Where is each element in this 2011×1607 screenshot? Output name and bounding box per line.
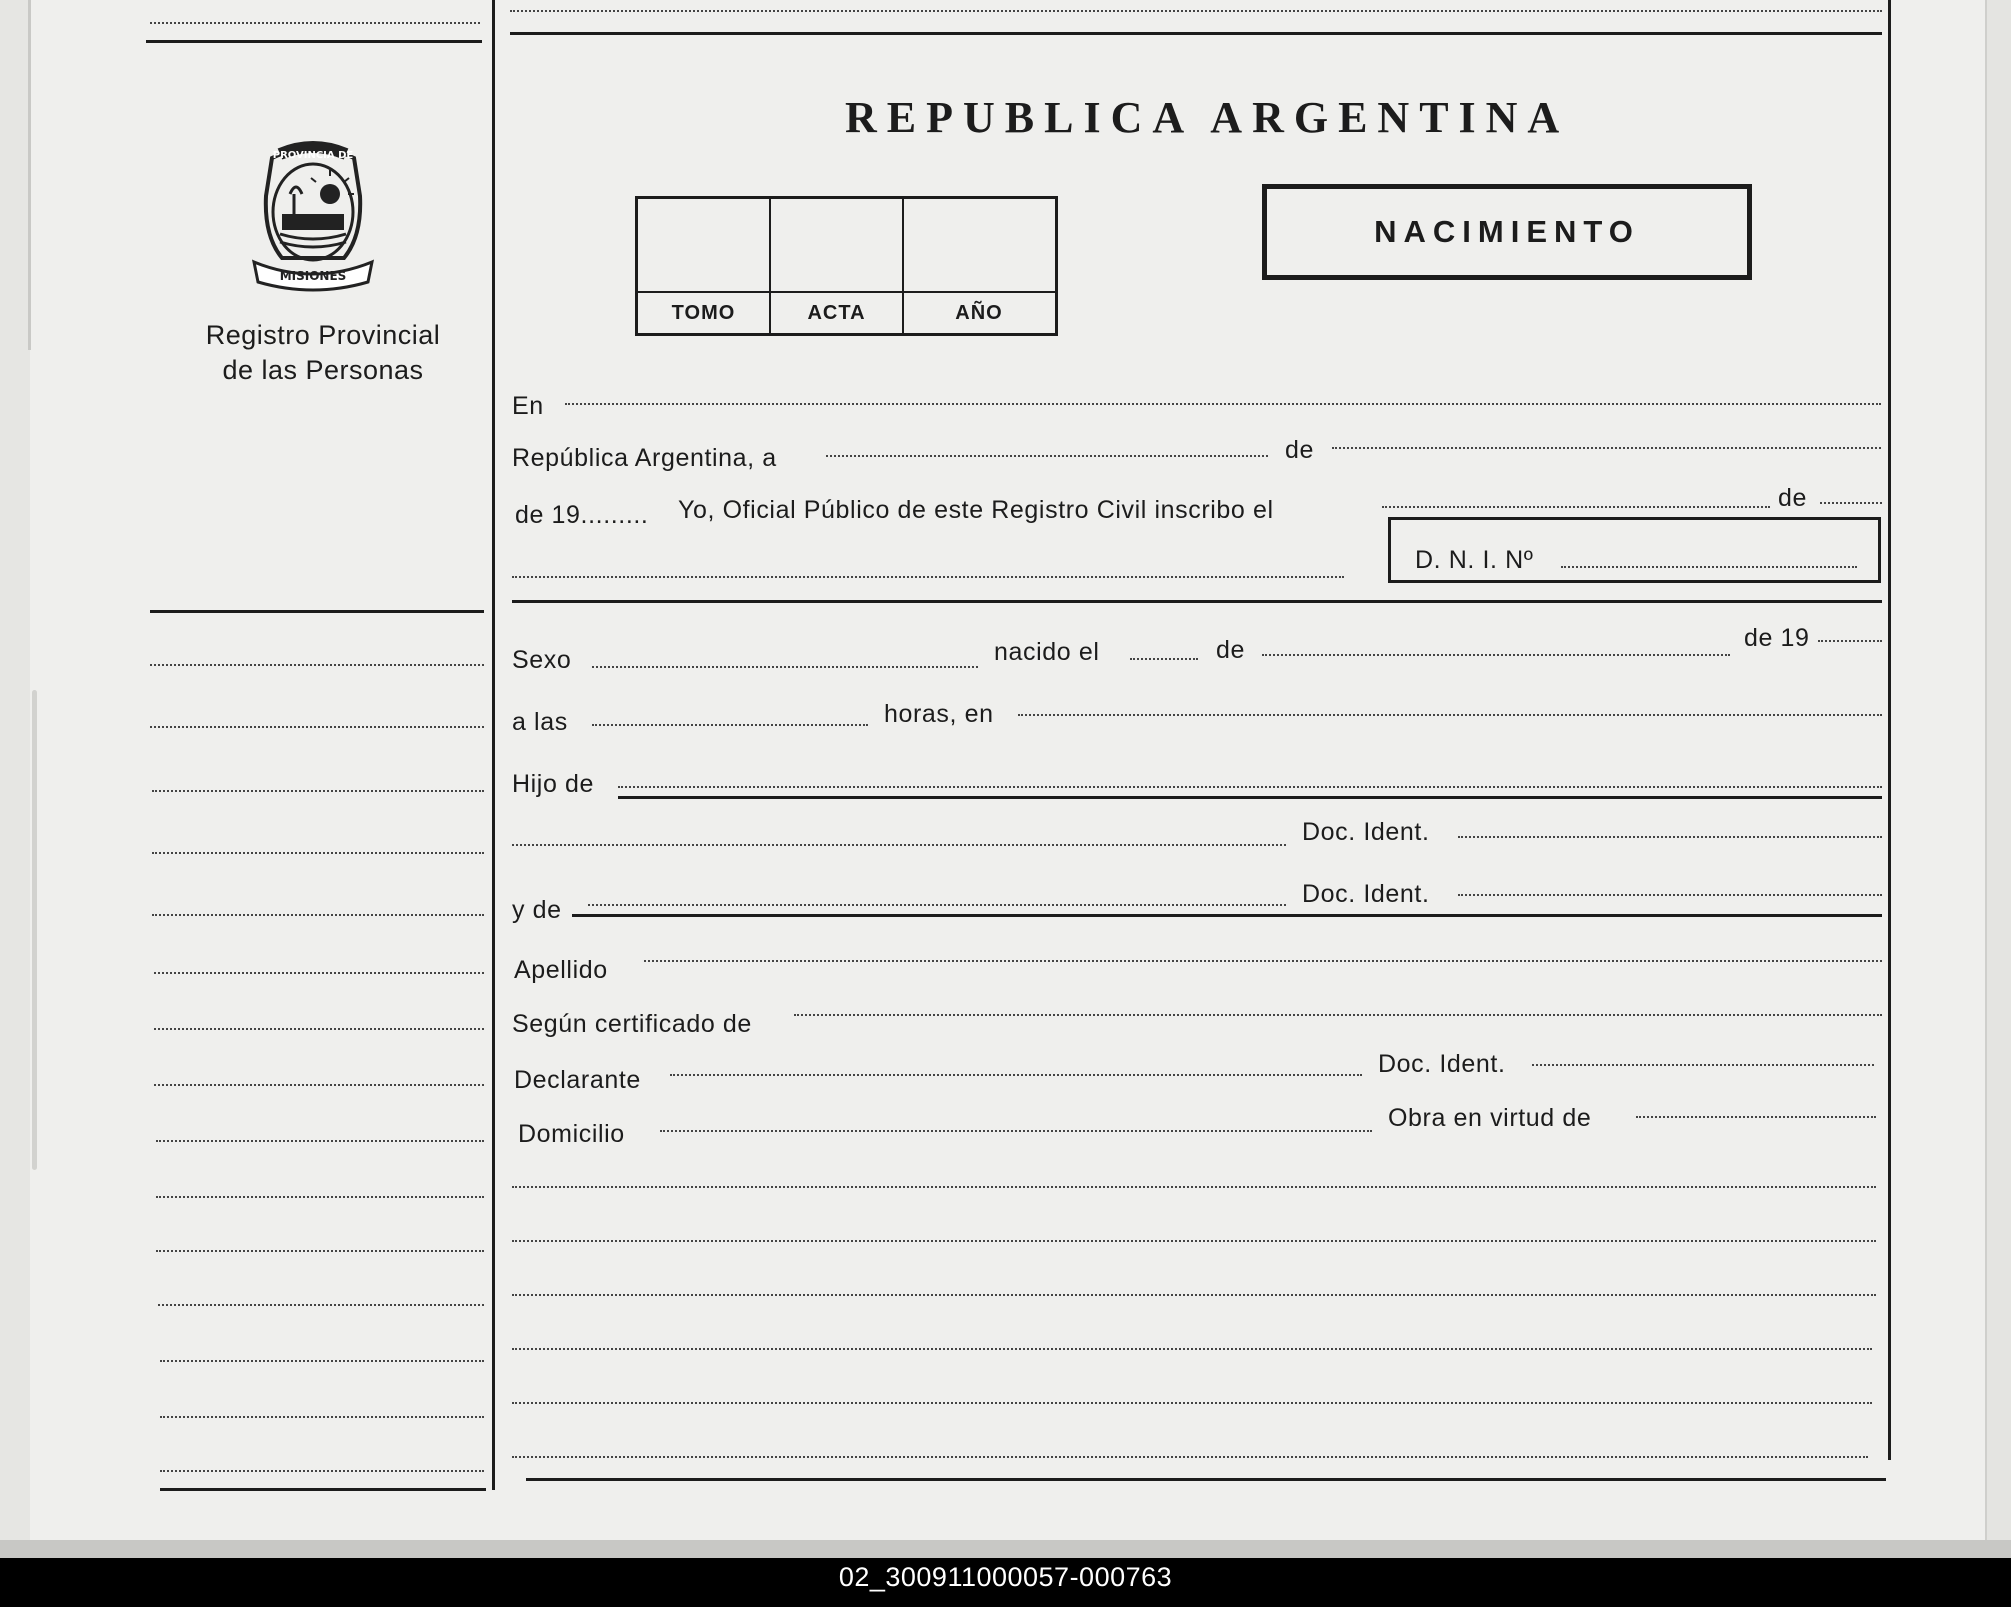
ano-label: AÑO (955, 302, 1003, 324)
document-type-box (1262, 184, 1752, 280)
right-border (1888, 0, 1891, 1460)
file-code: 02_300911000057-000763 (838, 1562, 1173, 1592)
declarante-field[interactable] (670, 1074, 1362, 1076)
inscription-day-field[interactable] (1382, 506, 1770, 508)
obra-field[interactable] (1636, 1116, 1876, 1118)
mother-doc-field[interactable] (1458, 894, 1882, 896)
sexo-field[interactable] (592, 666, 978, 668)
margin-line[interactable] (156, 1140, 484, 1142)
margin-line[interactable] (150, 726, 484, 728)
de-19-label: de 19......... (515, 501, 649, 529)
de-label: de (1216, 636, 1246, 664)
page-edge (0, 0, 30, 1550)
inscription-extra-field[interactable] (512, 576, 1344, 578)
y-de-label: y de (512, 896, 562, 924)
margin-line[interactable] (160, 1416, 484, 1418)
blank-line[interactable] (512, 1402, 1872, 1404)
dotted-line (510, 10, 1882, 12)
tomo-cell[interactable] (638, 199, 771, 333)
day-field[interactable] (826, 455, 1268, 457)
birth-day-field[interactable] (1130, 658, 1198, 660)
provincial-seal-icon (244, 136, 382, 294)
rule (146, 40, 482, 43)
margin-line[interactable] (152, 790, 484, 792)
birth-month-field[interactable] (1262, 654, 1730, 656)
blank-line[interactable] (512, 1186, 1876, 1188)
sexo-label: Sexo (512, 646, 572, 674)
apellido-label: Apellido (514, 956, 608, 984)
document-type-label: NACIMIENTO (1374, 214, 1640, 249)
blank-line[interactable] (512, 1294, 1876, 1296)
rule (150, 610, 484, 613)
record-number-box (635, 196, 1058, 336)
doc-ident-label: Doc. Ident. (1302, 880, 1430, 908)
acta-label: ACTA (807, 302, 866, 324)
margin-line[interactable] (160, 1360, 484, 1362)
margin-line[interactable] (160, 1470, 484, 1472)
registry-name-line2: de las Personas (222, 355, 424, 385)
dni-box (1388, 517, 1881, 583)
seal-bottom-text: MISIONES (279, 269, 347, 283)
dotted-line (150, 22, 480, 24)
page-crease (28, 0, 31, 350)
margin-line[interactable] (154, 1084, 484, 1086)
birth-place-field[interactable] (1018, 714, 1882, 716)
hijo-de-label: Hijo de (512, 770, 595, 798)
a-las-label: a las (512, 708, 568, 736)
nacido-el-label: nacido el (994, 638, 1100, 666)
birth-year-field[interactable] (1818, 640, 1882, 642)
father-doc-field[interactable] (1458, 836, 1882, 838)
rule (572, 914, 1882, 917)
certificado-field[interactable] (794, 1014, 1882, 1016)
margin-line[interactable] (156, 1250, 484, 1252)
en-field[interactable] (565, 403, 1881, 405)
seal-top-text: PROVINCIA DE (272, 150, 354, 161)
page-title: REPUBLICA ARGENTINA (845, 93, 1570, 142)
month-field[interactable] (1332, 447, 1881, 449)
column-divider (492, 0, 495, 1490)
en-label: En (512, 392, 544, 420)
declarante-label: Declarante (514, 1066, 641, 1094)
republica-label: República Argentina, a (512, 444, 777, 472)
margin-line[interactable] (152, 852, 484, 854)
blank-line[interactable] (512, 1240, 1876, 1242)
horas-en-label: horas, en (884, 700, 994, 728)
registry-name (148, 318, 498, 388)
ano-cell[interactable] (904, 199, 1054, 333)
margin-line[interactable] (154, 1028, 484, 1030)
margin-line[interactable] (154, 972, 484, 974)
de-label: de (1778, 484, 1808, 512)
right-page-edge (1985, 0, 2011, 1555)
doc-ident-label: Doc. Ident. (1302, 818, 1430, 846)
father-field[interactable] (618, 786, 1882, 788)
declarante-doc-field[interactable] (1532, 1064, 1874, 1066)
rule (618, 796, 1882, 799)
de-label: de (1285, 436, 1315, 464)
tomo-label: TOMO (671, 302, 736, 324)
domicilio-field[interactable] (660, 1130, 1372, 1132)
rule (512, 600, 1882, 603)
blank-line[interactable] (512, 1348, 1872, 1350)
rule (526, 1478, 1886, 1481)
apellido-field[interactable] (644, 960, 1882, 962)
domicilio-label: Domicilio (518, 1120, 625, 1148)
dni-label: D. N. I. Nº (1415, 546, 1534, 574)
page-crease (32, 690, 37, 1170)
obra-en-virtud-label: Obra en virtud de (1388, 1104, 1592, 1132)
father-extra-field[interactable] (512, 844, 1286, 846)
rule (160, 1488, 486, 1491)
acta-cell[interactable] (771, 199, 904, 333)
margin-line[interactable] (156, 1196, 484, 1198)
oficial-label: Yo, Oficial Público de este Registro Civil inscribo el (678, 496, 1274, 524)
inscription-month-field[interactable] (1820, 502, 1882, 504)
doc-ident-label: Doc. Ident. (1378, 1050, 1506, 1078)
margin-line[interactable] (152, 914, 484, 916)
registry-name-line1: Registro Provincial (205, 320, 441, 350)
margin-line[interactable] (150, 664, 484, 666)
rule (510, 32, 1882, 35)
mother-field[interactable] (588, 904, 1286, 906)
segun-certificado-label: Según certificado de (512, 1010, 752, 1038)
margin-line[interactable] (158, 1304, 484, 1306)
de-19-label: de 19 (1744, 624, 1810, 652)
blank-line[interactable] (512, 1456, 1868, 1458)
hour-field[interactable] (592, 724, 868, 726)
dni-field[interactable] (1561, 566, 1857, 568)
bottom-edge (0, 1540, 2011, 1560)
